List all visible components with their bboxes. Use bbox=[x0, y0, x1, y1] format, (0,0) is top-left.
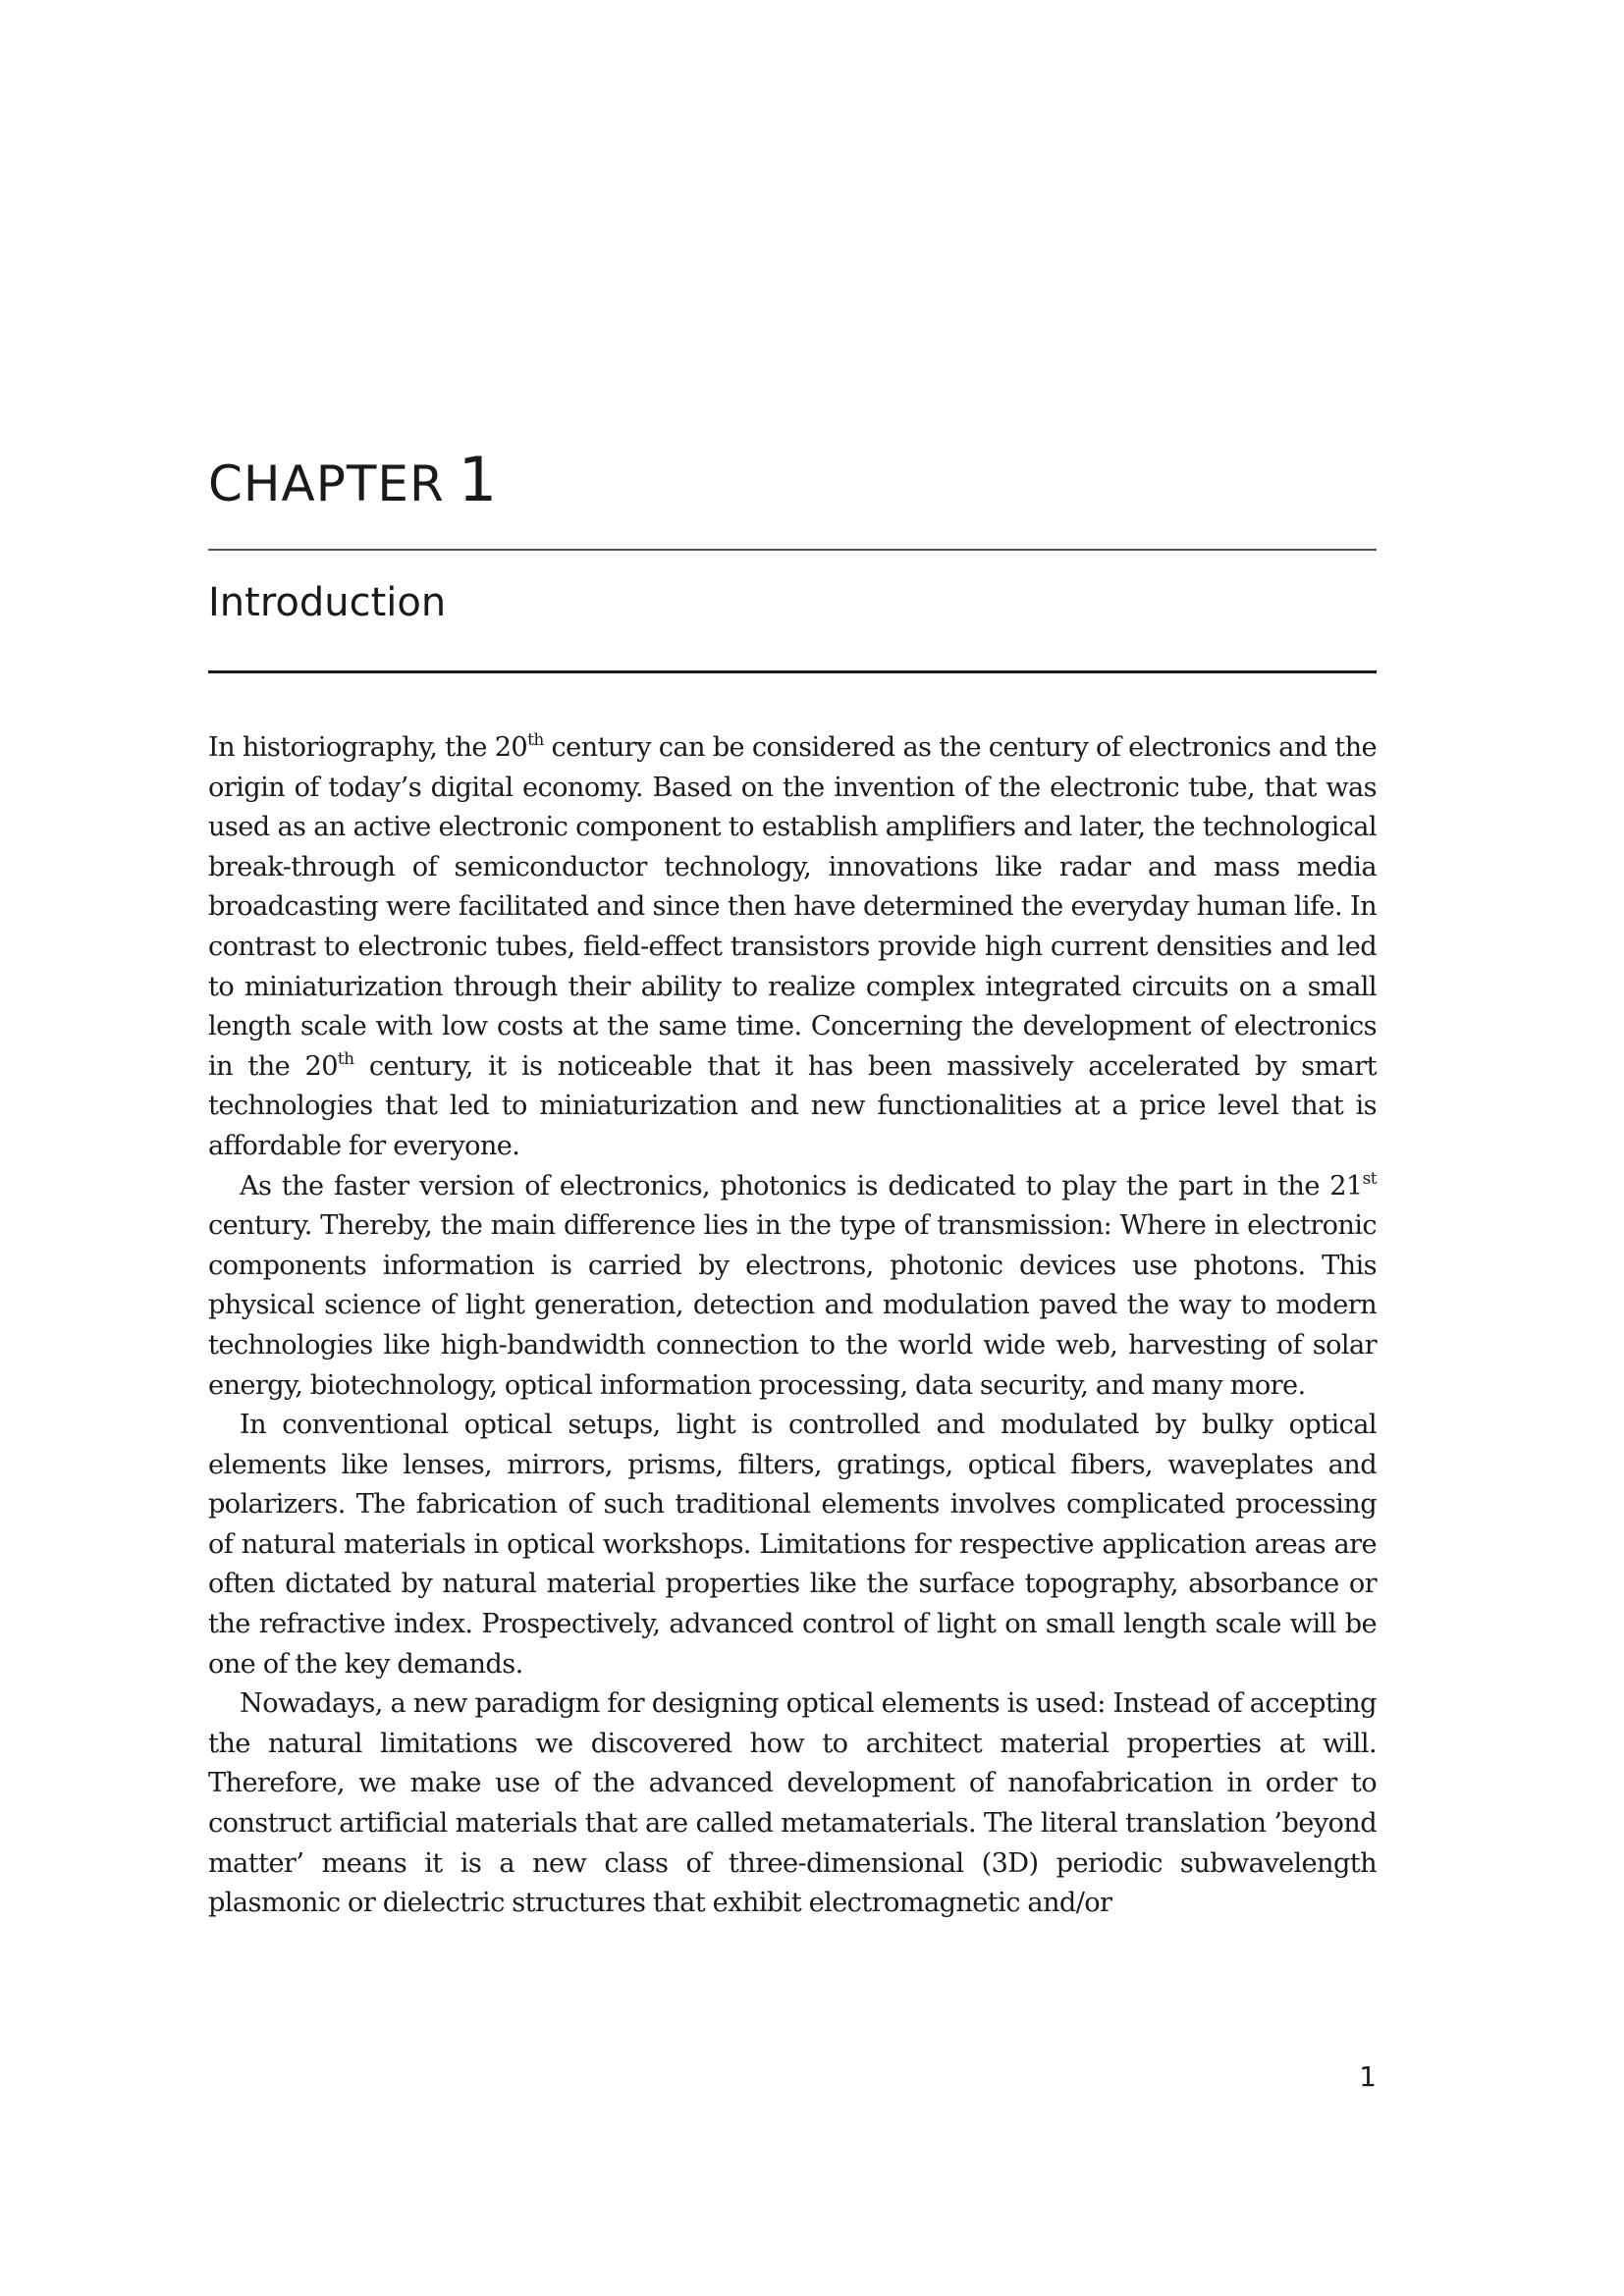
superscript-th: th bbox=[527, 730, 544, 750]
chapter-rule-top bbox=[208, 549, 1377, 551]
chapter-rule-bottom bbox=[208, 670, 1377, 673]
paragraph-2-text-b: century. Thereby, the main difference lies in the type of transmission: Where in electronic components information is carried by electrons, photonic devices use photons. This physical science of light generation, detection and modulation paved the way to modern technologies like high-bandwidth connection to the world wide web, harvesting of solar energy, biotechnology, optical information processing, data security, and many more. bbox=[208, 1210, 1377, 1401]
page-number: 1 bbox=[1359, 2060, 1377, 2093]
paragraph-4: Nowadays, a new paradigm for designing optical elements is used: Instead of accepting the natural limitations we discovered how to architect material properties at will. Therefore, we make use of the advanced development of nanofabrication in order to construct artificial materials that are called metamaterials. The literal translation ’beyond matter’ means it is a new class of three-dimensional (3D) periodic subwavelength plasmonic or dielectric structures that exhibit electromagnetic and/or bbox=[208, 1688, 1377, 1919]
body-text bbox=[208, 728, 1377, 1924]
paragraph-1-text-a: In historiography, the 20 bbox=[208, 732, 528, 763]
superscript-th: th bbox=[337, 1048, 354, 1069]
paragraph-2-text-a: As the faster version of electronics, photonics is dedicated to play the part in the 21 bbox=[240, 1170, 1363, 1201]
chapter-title: Introduction bbox=[208, 580, 447, 625]
chapter-heading bbox=[208, 444, 499, 515]
chapter-number: 1 bbox=[458, 444, 499, 515]
paragraph-1 bbox=[208, 728, 1377, 1167]
paragraph-2 bbox=[208, 1167, 1377, 1407]
paragraph-1-text-b: century can be considered as the century of electronics and the origin of today’s digital economy. Based on the invention of the electronic tube, that was used as an active electronic component to establish amplifiers and later, the technological break-through of semiconductor technology, innovations like radar and mass media broadcasting were facilitated and since then have determined the everyday human life. In contrast to electronic tubes, field-effect transistors provide high current densities and led to miniaturization through their ability to realize complex integrated circuits on a small length scale with low costs at the same time. Concerning the development of electronics in the 20 bbox=[208, 732, 1377, 1082]
paragraph-1-text-c: century, it is noticeable that it has been massively accelerated by smart technologies that led to miniaturization and new functionalities at a price level that is affordable for everyone. bbox=[208, 1050, 1377, 1161]
superscript-st: st bbox=[1362, 1168, 1377, 1189]
chapter-label: CHAPTER bbox=[208, 455, 445, 512]
paragraph-3: In conventional optical setups, light is controlled and modulated by bulky optical elements like lenses, mirrors, prisms, filters, gratings, optical fibers, waveplates and polarizers. The fabrication of such traditional elements involves complicated processing of natural materials in optical workshops. Limitations for respective application areas are often dictated by natural material properties like the surface topography, absorbance or the refractive index. Prospectively, advanced control of light on small length scale will be one of the key demands. bbox=[208, 1410, 1377, 1680]
